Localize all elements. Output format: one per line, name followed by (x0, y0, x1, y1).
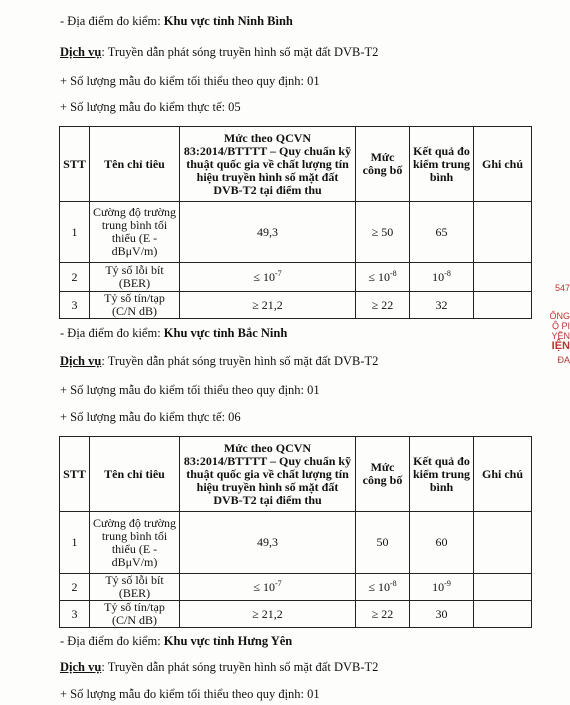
header-result: Kết quả đo kiểm trung bình (410, 127, 474, 202)
header-declared: Mức công bố (356, 127, 410, 202)
cell-stt: 3 (60, 292, 90, 319)
stamp-text-2: ỔNG (549, 311, 570, 321)
cell-declared: ≥ 22 (356, 601, 410, 628)
cell-declared (356, 263, 410, 292)
min-samples-1: + Số lượng mẫu đo kiểm tối thiểu theo quy định: 01 (60, 74, 320, 88)
declared-exponent: -8 (389, 268, 397, 278)
cell-note (474, 574, 532, 601)
actual-samples-2: + Số lượng mẫu đo kiểm thực tế: 06 (60, 410, 241, 424)
location-label: - Địa điểm đo kiểm: (60, 634, 164, 648)
service-line-3 (60, 660, 378, 675)
service-line-1 (60, 45, 378, 60)
cell-standard: ≥ 21,2 (180, 601, 356, 628)
service-label: Dịch vụ (60, 660, 102, 674)
cell-stt: 2 (60, 574, 90, 601)
cell-stt: 1 (60, 512, 90, 574)
cell-note (474, 202, 532, 263)
cell-declared: 50 (356, 512, 410, 574)
cell-result: 60 (410, 512, 474, 574)
location-line-2 (60, 326, 287, 341)
service-label: Dịch vụ (60, 354, 102, 368)
cell-criteria: Cường độ trường trung bình tối thiểu (E - dBμV/m) (90, 512, 180, 574)
min-samples-3: + Số lượng mẫu đo kiểm tối thiểu theo quy định: 01 (60, 687, 320, 701)
cell-result (410, 263, 474, 292)
stamp-text-5: IỆN (551, 340, 570, 352)
table-header-row (60, 437, 532, 512)
service-text: : Truyền dẫn phát sóng truyền hình số mặt đất DVB-T2 (101, 660, 379, 674)
measurement-table-2 (59, 436, 532, 628)
cell-standard: ≥ 21,2 (180, 292, 356, 319)
cell-criteria: Tỷ số lỗi bít (BER) (90, 574, 180, 601)
result-base: 10 (432, 579, 445, 594)
header-result: Kết quả đo kiểm trung bình (410, 437, 474, 512)
table-row (60, 574, 532, 601)
cell-stt: 3 (60, 601, 90, 628)
table-row (60, 202, 532, 263)
cell-note (474, 512, 532, 574)
header-stt: STT (60, 127, 90, 202)
location-label: - Địa điểm đo kiểm: (60, 326, 164, 340)
table-row (60, 512, 532, 574)
location-label: - Địa điểm đo kiểm: (60, 14, 164, 28)
header-criteria: Tên chỉ tiêu (90, 127, 180, 202)
result-base: 10 (432, 269, 445, 284)
header-note: Ghi chú (474, 127, 532, 202)
cell-note (474, 292, 532, 319)
cell-declared: ≥ 22 (356, 292, 410, 319)
location-line-1 (60, 14, 293, 29)
location-line-3 (60, 634, 292, 649)
cell-declared: ≥ 50 (356, 202, 410, 263)
cell-criteria: Tỷ số lỗi bít (BER) (90, 263, 180, 292)
cell-stt: 1 (60, 202, 90, 263)
cell-criteria: Cường độ trường trung bình tối thiểu (E - dBμV/m) (90, 202, 180, 263)
header-stt: STT (60, 437, 90, 512)
service-text: : Truyền dẫn phát sóng truyền hình số mặt đất DVB-T2 (101, 45, 379, 59)
header-criteria: Tên chỉ tiêu (90, 437, 180, 512)
cell-standard (180, 263, 356, 292)
actual-samples-1: + Số lượng mẫu đo kiểm thực tế: 05 (60, 100, 241, 114)
stamp-text-6: ĐA (557, 355, 570, 365)
declared-exponent: -8 (389, 578, 397, 588)
table-row (60, 263, 532, 292)
cell-standard: 49,3 (180, 512, 356, 574)
table-row (60, 601, 532, 628)
standard-exponent: -7 (274, 578, 282, 588)
service-text: : Truyền dẫn phát sóng truyền hình số mặt đất DVB-T2 (101, 354, 379, 368)
cell-note (474, 263, 532, 292)
margin-stamp (549, 283, 570, 365)
cell-declared (356, 574, 410, 601)
cell-standard: 49,3 (180, 202, 356, 263)
location-name: Khu vực tỉnh Bắc Ninh (163, 326, 288, 340)
header-standard: Mức theo QCVN 83:2014/BTTTT – Quy chuẩn kỹ thuật quốc gia về chất lượng tín hiệu truyền hình số mặt đất DVB-T2 tại điểm thu (180, 437, 356, 512)
result-exponent: -9 (444, 578, 451, 588)
table-header-row (60, 127, 532, 202)
header-note: Ghi chú (474, 437, 532, 512)
cell-standard (180, 574, 356, 601)
standard-exponent: -7 (274, 268, 282, 278)
min-samples-2: + Số lượng mẫu đo kiểm tối thiểu theo quy định: 01 (60, 383, 320, 397)
cell-criteria: Tỷ số tín/tạp (C/N dB) (90, 601, 180, 628)
stamp-text-3: Ộ PI (551, 321, 570, 331)
cell-result: 65 (410, 202, 474, 263)
location-name: Khu vực tỉnh Hưng Yên (163, 634, 293, 648)
cell-result: 32 (410, 292, 474, 319)
stamp-text-1: 547 (554, 283, 570, 293)
stamp-text-4: YỀN (551, 331, 570, 341)
table-row (60, 292, 532, 319)
cell-criteria: Tỷ số tín/tạp (C/N dB) (90, 292, 180, 319)
result-exponent: -8 (444, 268, 451, 278)
service-label: Dịch vụ (60, 45, 102, 59)
measurement-table-1 (59, 126, 532, 319)
declared-base: ≤ 10 (368, 579, 390, 594)
cell-result (410, 574, 474, 601)
cell-stt: 2 (60, 263, 90, 292)
cell-result: 30 (410, 601, 474, 628)
standard-base: ≤ 10 (253, 579, 275, 594)
declared-base: ≤ 10 (368, 269, 390, 284)
header-standard: Mức theo QCVN 83:2014/BTTTT – Quy chuẩn kỹ thuật quốc gia về chất lượng tín hiệu truyền hình số mặt đất DVB-T2 tại điểm thu (180, 127, 356, 202)
location-name: Khu vực tỉnh Ninh Bình (163, 14, 293, 28)
standard-base: ≤ 10 (253, 269, 275, 284)
header-declared: Mức công bố (356, 437, 410, 512)
service-line-2 (60, 354, 378, 369)
cell-note (474, 601, 532, 628)
